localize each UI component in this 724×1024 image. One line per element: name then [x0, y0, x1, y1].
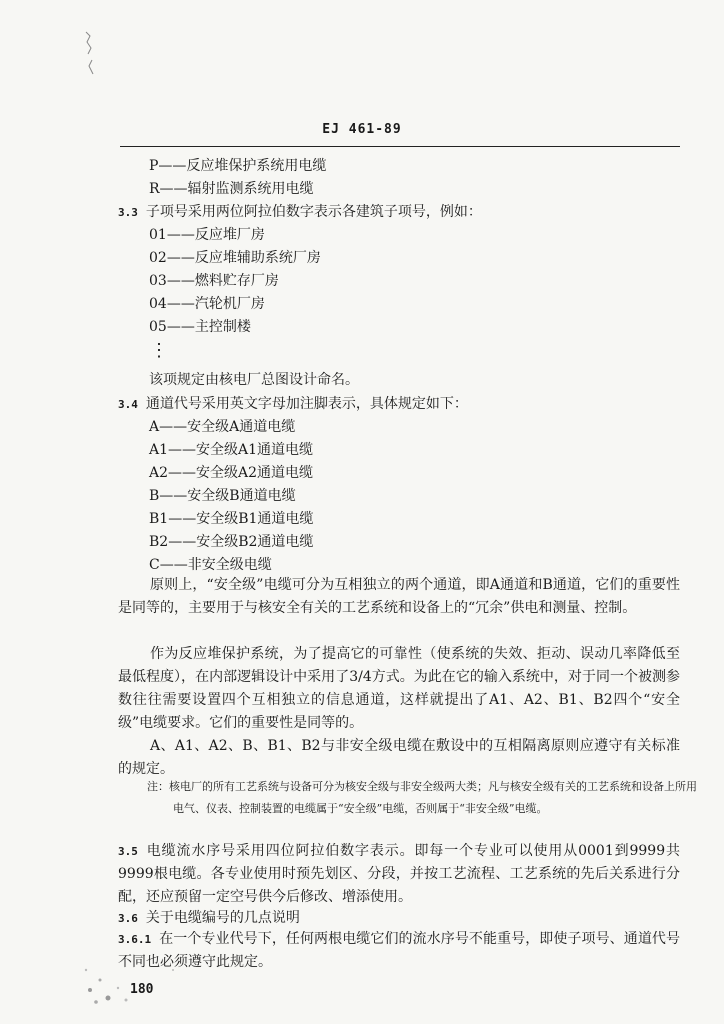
note: 注：核电厂的所有工艺系统与设备可分为核安全级与非安全级两大类；凡与核安全级有关的工艺系统和设备上所用电气、仪表、控制装置的电缆属于“安全级”电缆，否则属于“非安全级”电缆。	[147, 780, 697, 815]
scan-noise-top-left	[80, 30, 100, 80]
section-3-3-closing: 该项规定由核电厂总图设计命名。	[149, 372, 359, 388]
list-item: 04——汽轮机厂房	[149, 296, 265, 312]
header-rule	[120, 146, 680, 147]
list-item: A——安全级A通道电缆	[149, 419, 296, 435]
standard-code: EJ 461-89	[322, 122, 402, 137]
section-3-5: 3.5 电缆流水序号采用四位阿拉伯数字表示。即每一个专业可以使用从0001到9999共9999根电缆。各专业使用时预先划区、分段，并按工艺流程、工艺系统的先后关系进行分配，还应预留一定空号供今后修改、增添使用。	[118, 843, 680, 905]
page-number: 180	[130, 982, 154, 997]
list-item: 02——反应堆辅助系统厂房	[149, 250, 321, 266]
paragraph: 作为反应堆保护系统，为了提高它的可靠性（使系统的失效、拒动、误动几率降低至最低程度），在内部逻辑设计中采用了3/4方式。为此在它的输入系统中，对于同一个被测参数往往需要设置四个互相独立的信息通道，这样就提出了A1、A2、B1、B2四个“安全级”电缆要求。它们的重要性是同等的。	[118, 646, 680, 731]
list-item: R——辐射监测系统用电缆	[149, 181, 314, 197]
section-3-3-heading: 3.3 子项号采用两位阿拉伯数字表示各建筑子项号，例如：	[118, 204, 482, 220]
list-item: A2——安全级A2通道电缆	[149, 465, 314, 481]
list-item: B——安全级B通道电缆	[149, 488, 296, 504]
list-item: A1——安全级A1通道电缆	[149, 442, 314, 458]
paragraph: A、A1、A2、B、B1、B2与非安全级电缆在敷设中的互相隔离原则应遵守有关标准的规定。	[118, 738, 680, 777]
section-3-6-1: 3.6.1 在一个专业代号下，任何两根电缆它们的流水序号不能重号，即使子项号、通道代号不同也必须遵守此规定。	[118, 931, 680, 970]
list-item: B1——安全级B1通道电缆	[149, 511, 314, 527]
section-3-6-heading: 3.6 关于电缆编号的几点说明	[118, 910, 300, 926]
vertical-ellipsis: ⋮	[150, 340, 168, 361]
paragraph: 原则上，“安全级”电缆可分为互相独立的两个通道，即A通道和B通道，它们的重要性是同等的，主要用于与核安全有关的工艺系统和设备上的“冗余”供电和测量、控制。	[118, 577, 680, 616]
list-item: 03——燃料贮存厂房	[149, 273, 279, 289]
list-item: B2——安全级B2通道电缆	[149, 534, 314, 550]
list-item: C——非安全级电缆	[149, 557, 272, 573]
section-3-4-heading: 3.4 通道代号采用英文字母加注脚表示，具体规定如下：	[118, 396, 468, 412]
list-item: 01——反应堆厂房	[149, 227, 265, 243]
list-item: 05——主控制楼	[149, 319, 251, 335]
list-item: P——反应堆保护系统用电缆	[149, 158, 327, 174]
